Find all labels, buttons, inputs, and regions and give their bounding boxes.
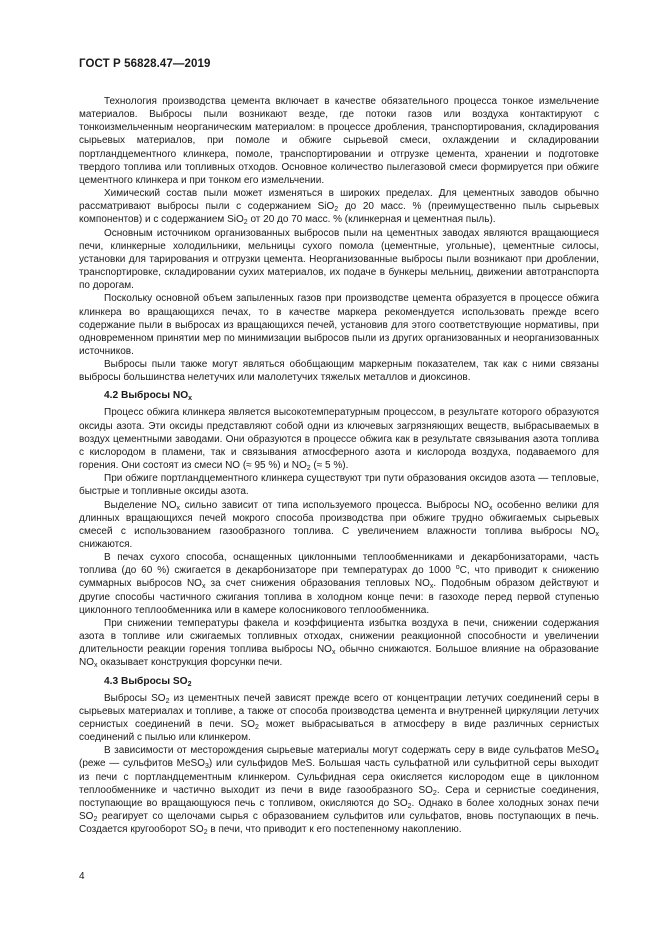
paragraph: При снижении температуры факела и коэффициента избытка воздуха в печи, снижении содержания азота в топливе или сжигаемых топливных отходах, снижении реакционной способности и увеличении длительности реакции горения топлива выбросы $NO_x$ обычно снижаются. Большое влияние на образование $NO_x$ оказывает конструкция форсунки печи. <box>79 617 599 670</box>
paragraph: Выбросы $SO_2$ из цементных печей зависят прежде всего от концентрации летучих соединений серы в сырьевых материалах и топливе, а также от способа производства цемента и внутренней циркуляции летучих сернистых соединений в печи. $SO_2$ может выбрасываться в атмосферу в виде различных сернистых соединений с пылью или клинкером. <box>79 692 600 744</box>
paragraph: Основным источником организованных выбросов пыли на цементных заводах являются вращающиеся печи, клинкерные холодильники, мельницы сухого помола (цементные, угольные), цементные силосы, установки для тарирования и отгрузки цемента. Неорганизованные выбросы пыли возникают при дроблении, транспортировке, складировании сухих материалов, их подаче в бункеры мельниц, движении автотранспорта по дорогам. <box>79 227 599 292</box>
paragraph: Выбросы пыли также могут являться обобщающим маркерным показателем, так как с ними связаны выбросы большинства нелетучих или малолетучих тяжелых металлов и диоксинов. <box>79 359 599 384</box>
paragraph: Химический состав пыли может изменяться в широких пределах. Для цементных заводов обычно рассматривают выбросы пыли с содержанием SiO$_2$ до 20 масс. % (преимущественно пыль сырьевых компонентов) и с содержанием SiO$_2$ от 20 до 70 масс. % (клинкерная и цементная пыль). <box>79 188 599 227</box>
paragraph: Поскольку основной объем запыленных газов при производстве цемента образуется в процессе обжига клинкера во вращающихся печах, то в качестве маркера рекомендуется использовать прежде всего содержание пыли в выбросах из вращающихся печей, установив для этого соответствующие нормативы, при одновременном принятии мер по минимизации выбросов пыли из других организованных и неорганизованных источников. <box>79 293 599 357</box>
paragraph: В печах сухого способа, оснащенных циклонными теплообменниками и декарбонизаторами, часть топлива (до 60 %) сжигается в декарбонизаторе при температурах до 1000 $^o$С, что приводит к снижению суммарных выбросов $NO_x$ за счет снижения образования тепловых $NO_x$. Подобным образом действуют и другие способы частичного сжигания топлива в холодном конце печи: в газоходе перед первой ступенью циклонного теплообменника или в камере колосникового теплообменника. <box>79 552 599 616</box>
paragraph: Технология производства цемента включает в качестве обязательного процесса тонкое измельчение материалов. Выбросы пыли возникают везде, где потоки газов или воздуха контактируют с тонкоизмельченным неорганическим материалом: в процессе дробления, транспортирования, складирования сырьевых материалов, при помоле и обжиге сырьевой смеси, охлаждении и складировании портландцементного клинкера, помоле, транспортировании и отгрузке цемента, хранении и подготовке твердого топлива или топливных отходов. Основное количество пылегазовой смеси формируется при обжиге цементного клинкера и при тонком его измельчении. <box>79 96 599 186</box>
paragraph: При обжиге портландцементного клинкера существуют три пути образования оксидов азота — тепловые, быстрые и топливные оксиды азота. <box>79 473 599 498</box>
page-number: 4 <box>79 871 85 882</box>
section-heading-4-2: 4.2 Выбросы $NO_x$ <box>104 390 193 403</box>
document-body <box>79 95 599 836</box>
section-heading-4-3: 4.3 Выбросы $SO_2$ <box>104 675 192 688</box>
paragraph: Процесс обжига клинкера является высокотемпературным процессом, в результате которого образуются оксиды азота. Эти оксиды представляют собой одни из ключевых загрязняющих веществ, выбрасываемых в воздух цементными заводами. Они образуются в процессе обжига как в результате связывания азота топлива с кислородом в пламени, так и связывания атмосферного азота и кислорода воздуха, подаваемого для горения. Они состоят из смеси NO (≈ 95 %) и $NO_2$ (≈ 5 %). <box>79 407 599 473</box>
paragraph: Выделение $NO_x$ сильно зависит от типа используемого процесса. Выбросы $NO_x$ особенно велики для длинных вращающихся печей мокрого способа производства при обжиге трудно обжигаемых сырьевых смесей с использованием газообразного топлива. С увеличением влажности топлива выбросы $NO_x$ снижаются. <box>79 499 600 550</box>
document-header: ГОСТ Р 56828.47—2019 <box>79 58 211 70</box>
paragraph: В зависимости от месторождения сырьевые материалы могут содержать серу в виде сульфатов MeSO$_4$ (реже — сульфитов MeSO$_3$) или сульфидов MeS. Большая часть сульфатной или сульфитной серы выходит из печи с портландцементным клинкером. Сульфидная сера окисляется кислородом еще в циклонном теплообменнике и частично выходит из печи в виде газообразного $SO_2$. Сера и сернистые соединения, поступающие во вращающуюся печь с топливом, окисляются до $SO_2$. Однако в более холодных зонах печи $SO_2$ реагирует со щелочами сырья с образованием сульфитов или сульфатов, вновь поступающих в печь. Создается кругооборот $SO_2$ в печи, что приводит к его постепенному накоплению. <box>79 745 600 837</box>
